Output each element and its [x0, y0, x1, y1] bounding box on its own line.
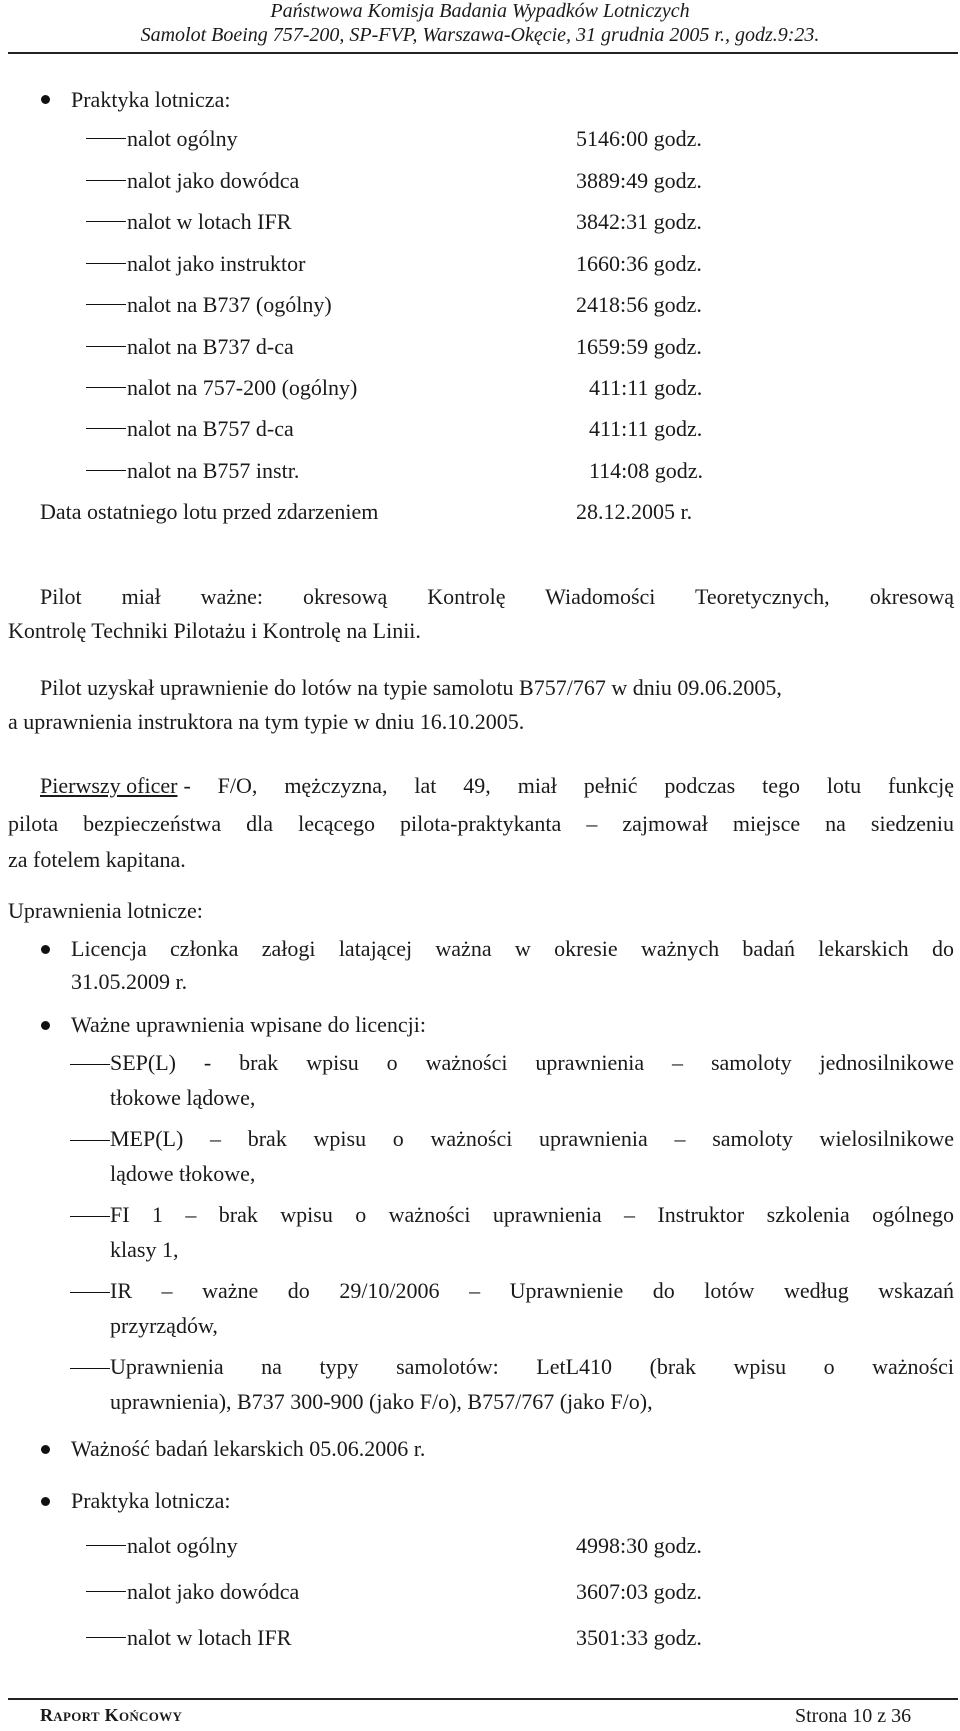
license-entry-line2: klasy 1,	[110, 1237, 179, 1262]
license-bullet1-line1: Licencja członka załogi latającej ważna w okresie ważnych badań lekarskich do	[71, 936, 954, 961]
dash-icon	[86, 221, 126, 222]
practice1-heading: Praktyka lotnicza:	[71, 87, 231, 112]
practice1-label: nalot w lotach IFR	[127, 209, 292, 234]
bullet-icon	[41, 1445, 50, 1454]
dash-icon	[86, 263, 126, 264]
practice1-label: nalot na B737 d-ca	[127, 334, 294, 359]
dash-icon	[70, 1368, 110, 1369]
practice1-value: 2418:56 godz.	[576, 292, 702, 317]
dash-icon	[86, 304, 126, 305]
bullet-icon	[41, 1021, 50, 1030]
dash-icon	[86, 1637, 126, 1638]
dash-icon	[86, 428, 126, 429]
practice1-label: nalot na 757-200 (ogólny)	[127, 375, 358, 400]
practice1-label: nalot na B737 (ogólny)	[127, 292, 332, 317]
medical-validity: Ważność badań lekarskich 05.06.2006 r.	[71, 1436, 426, 1461]
license-entry-line1: FI 1 – brak wpisu o ważności uprawnienia – Instruktor szkolenia ogólnego	[110, 1202, 954, 1227]
license-entry-line1: MEP(L) – brak wpisu o ważności uprawnienia – samoloty wielosilnikowe	[110, 1126, 954, 1151]
bullet-icon	[41, 945, 50, 954]
practice1-value: 3842:31 godz.	[576, 209, 702, 234]
last-flight-value: 28.12.2005 r.	[576, 499, 693, 524]
license-entry-line1: IR – ważne do 29/10/2006 – Uprawnienie do lotów według wskazań	[110, 1278, 954, 1303]
practice1-label: nalot jako dowódca	[127, 168, 300, 193]
para2-line2: a uprawnienia instruktora na tym typie w dniu 16.10.2005.	[8, 709, 525, 734]
license-entry-line1: Uprawnienia na typy samolotów: LetL410 (brak wpisu o ważności	[110, 1354, 954, 1379]
para1-line2: Kontrolę Techniki Pilotażu i Kontrolę na Linii.	[8, 618, 421, 643]
license-entry-line1: SEP(L) - brak wpisu o ważności uprawnienia – samoloty jednosilnikowe	[110, 1050, 954, 1075]
license-entry-line2: uprawnienia), B737 300-900 (jako F/o), B757/767 (jako F/o),	[110, 1389, 653, 1414]
practice1-value: 3889:49 godz.	[576, 168, 702, 193]
practice1-value: 411:11 godz.	[589, 416, 703, 441]
practice1-label: nalot ogólny	[127, 126, 238, 151]
practice1-value: 411:11 godz.	[589, 375, 703, 400]
footer-divider	[8, 1698, 958, 1700]
practice2-label: nalot ogólny	[127, 1533, 238, 1558]
dash-icon	[86, 470, 126, 471]
license-entry-line2: przyrządów,	[110, 1313, 218, 1338]
license-entry-line2: lądowe tłokowe,	[110, 1161, 256, 1186]
practice1-value: 1659:59 godz.	[576, 334, 702, 359]
header-divider	[8, 52, 958, 54]
practice2-value: 3607:03 godz.	[576, 1579, 702, 1604]
footer-page-number: Strona 10 z 36	[795, 1705, 912, 1727]
header-incident: Samolot Boeing 757-200, SP-FVP, Warszawa-Okęcie, 31 grudnia 2005 r., godz.9:23.	[140, 24, 820, 46]
practice1-value: 1660:36 godz.	[576, 251, 702, 276]
practice1-label: nalot jako instruktor	[127, 251, 306, 276]
practice1-value: 114:08 godz.	[589, 458, 704, 483]
bullet-icon	[41, 1497, 50, 1506]
para1-line1: Pilot miał ważne: okresową Kontrolę Wiadomości Teoretycznych, okresową	[40, 584, 954, 609]
practice2-label: nalot w lotach IFR	[127, 1625, 292, 1650]
license-bullet2: Ważne uprawnienia wpisane do licencji:	[71, 1012, 426, 1037]
practice2-heading: Praktyka lotnicza:	[71, 1488, 231, 1513]
dash-icon	[70, 1064, 110, 1065]
dash-icon	[86, 180, 126, 181]
practice2-label: nalot jako dowódca	[127, 1579, 300, 1604]
para3-line3: za fotelem kapitana.	[8, 847, 186, 872]
header-commission: Państwowa Komisja Badania Wypadków Lotniczych	[270, 0, 690, 22]
dash-icon	[70, 1140, 110, 1141]
para2-line1: Pilot uzyskał uprawnienie do lotów na typie samolotu B757/767 w dniu 09.06.2005,	[40, 675, 782, 700]
dash-icon	[70, 1292, 110, 1293]
dash-icon	[70, 1216, 110, 1217]
dash-icon	[86, 138, 126, 139]
footer-report-title: Raport Końcowy	[40, 1705, 183, 1725]
practice1-label: nalot na B757 d-ca	[127, 416, 294, 441]
practice1-label: nalot na B757 instr.	[127, 458, 300, 483]
first-officer-title: Pierwszy oficer	[40, 773, 178, 798]
license-entry-line2: tłokowe lądowe,	[110, 1085, 256, 1110]
dash-icon	[86, 346, 126, 347]
licenses-heading: Uprawnienia lotnicze:	[8, 898, 203, 923]
para3-line1	[40, 773, 954, 799]
practice2-value: 4998:30 godz.	[576, 1533, 702, 1558]
bullet-icon	[41, 95, 50, 104]
dash-icon	[86, 1545, 126, 1546]
para3-line2: pilota bezpieczeństwa dla lecącego pilota-praktykanta – zajmował miejsce na siedzeniu	[8, 811, 954, 836]
practice1-value: 5146:00 godz.	[576, 126, 702, 151]
license-bullet1-line2: 31.05.2009 r.	[71, 969, 188, 994]
dash-icon	[86, 387, 126, 388]
practice2-value: 3501:33 godz.	[576, 1625, 702, 1650]
dash-icon	[86, 1591, 126, 1592]
para3-line1-text: - F/O, mężczyzna, lat 49, miał pełnić podczas tego lotu funkcję	[183, 773, 954, 798]
last-flight-label: Data ostatniego lotu przed zdarzeniem	[40, 499, 379, 524]
